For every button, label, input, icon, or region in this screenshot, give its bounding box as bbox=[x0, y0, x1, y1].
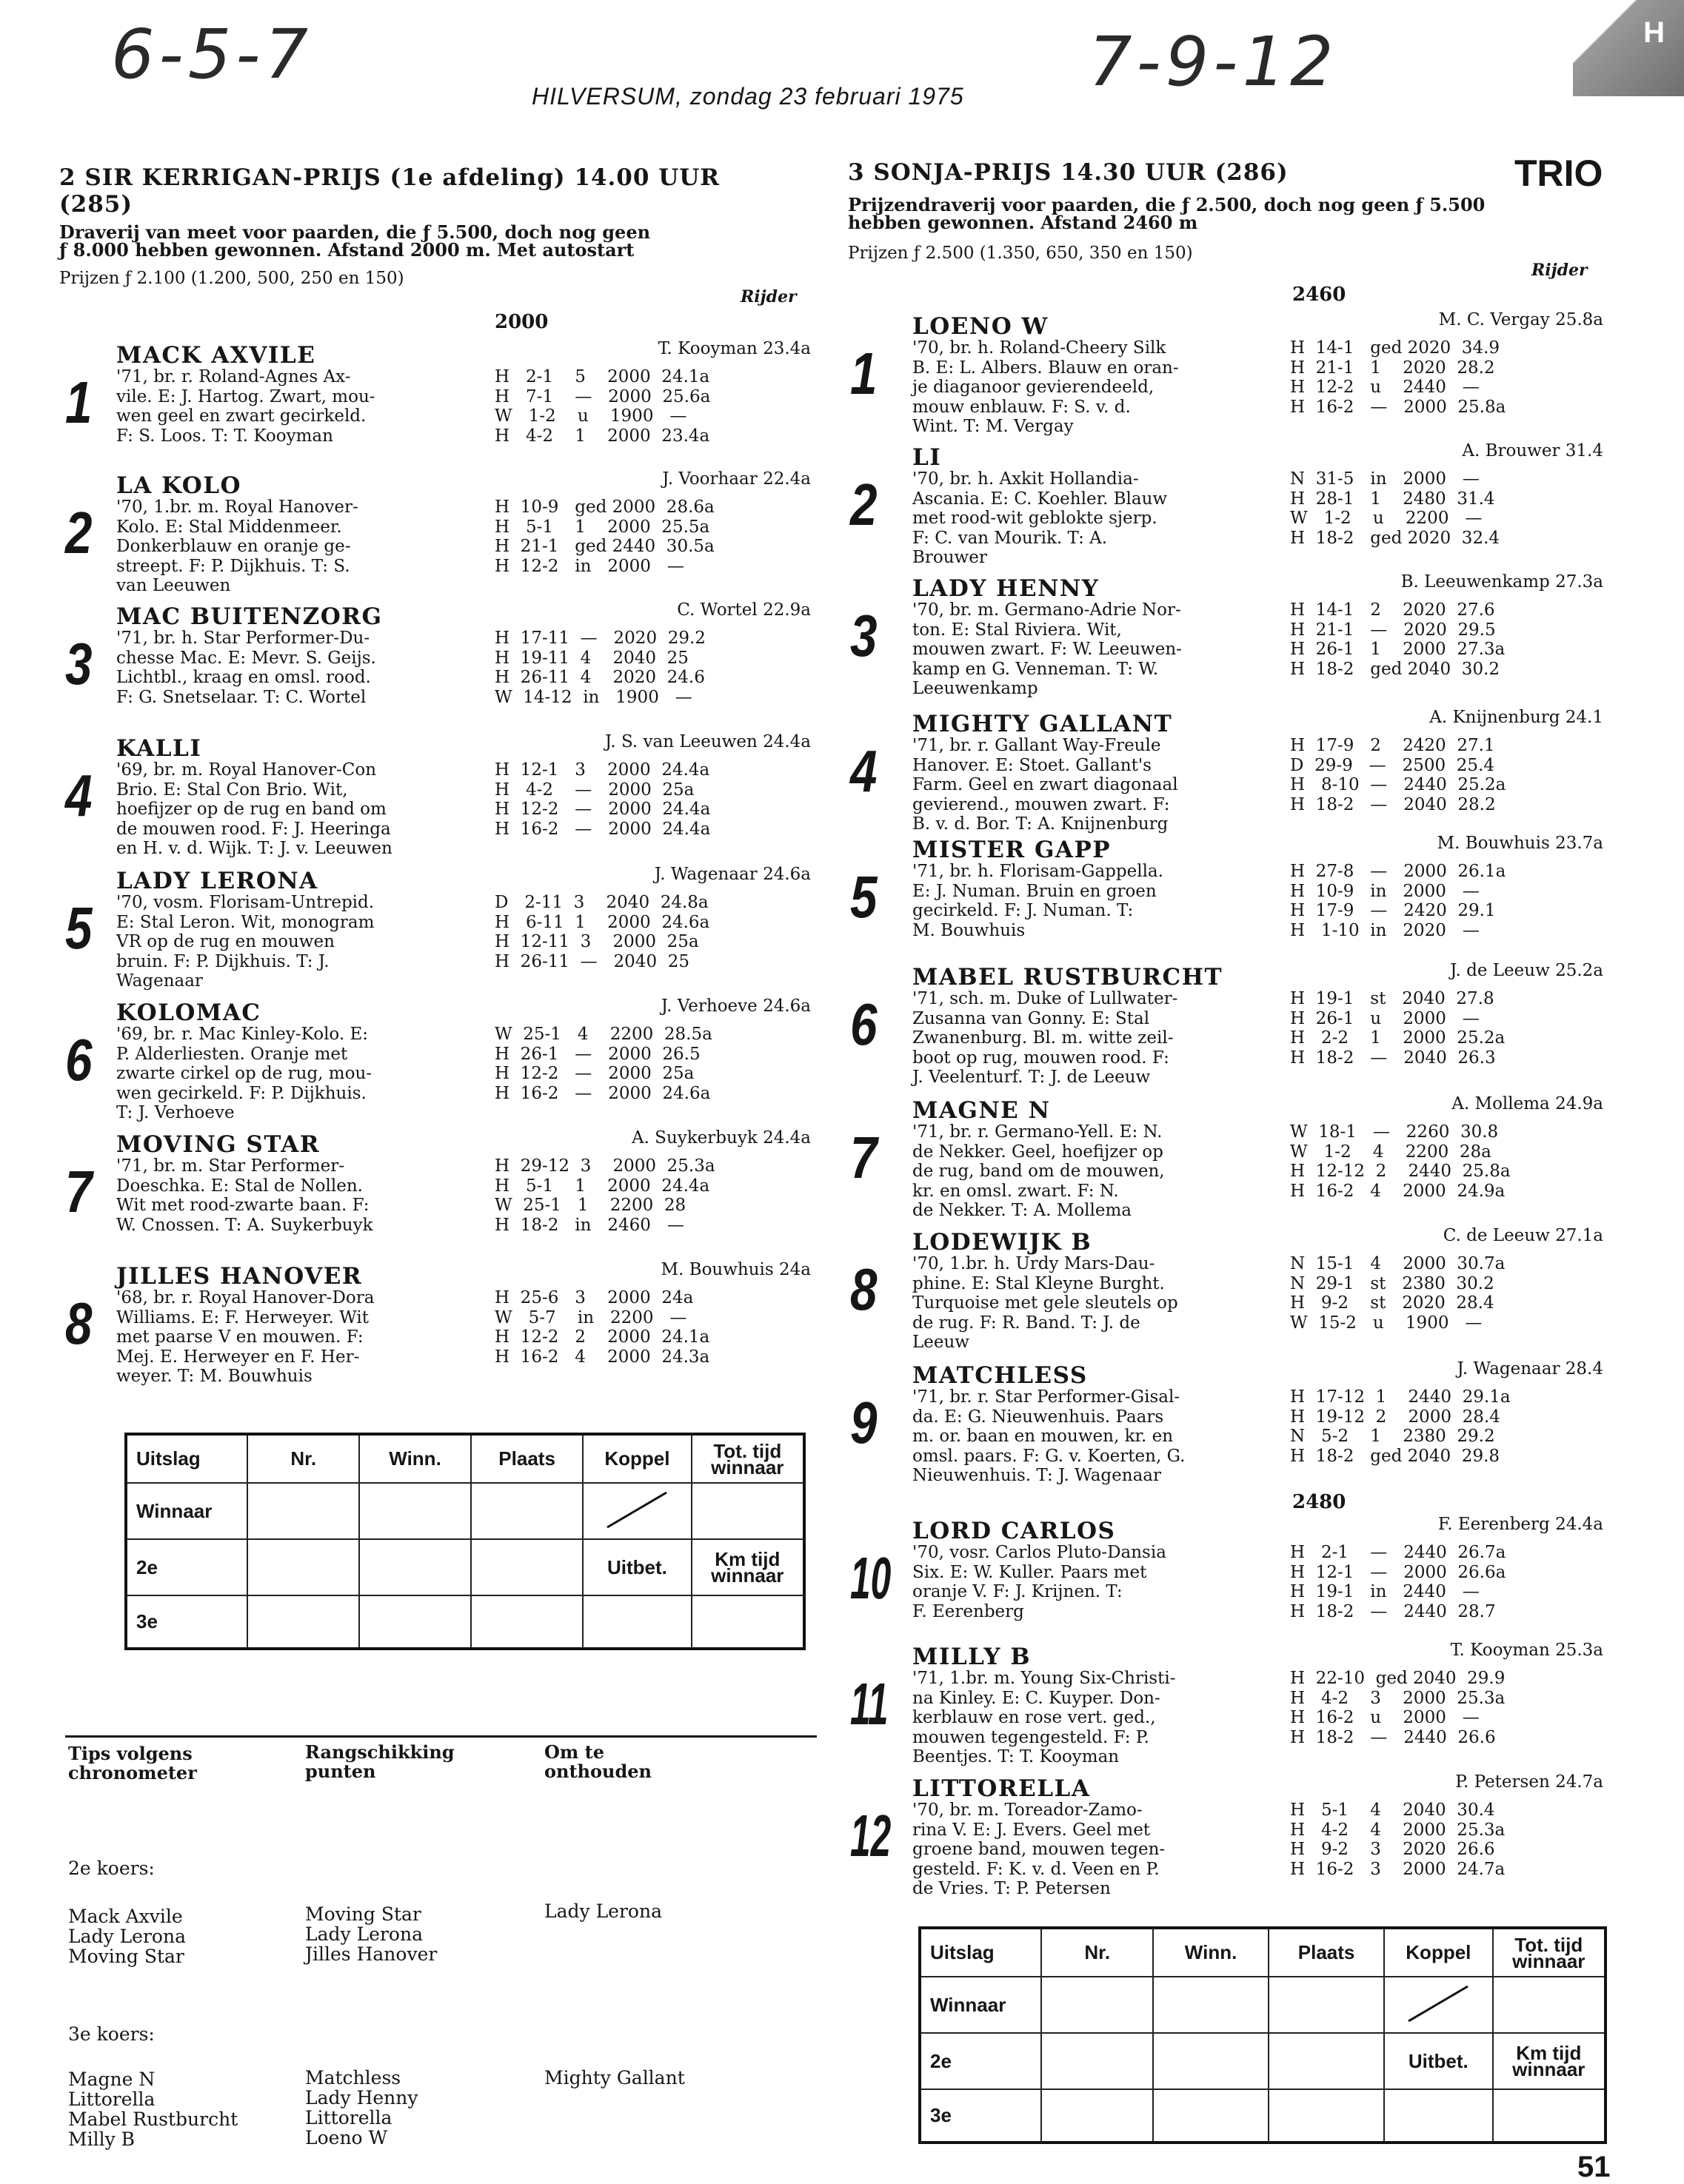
horse-rider: A. Knijnenburg 24.1 bbox=[1429, 708, 1603, 727]
horse-number: 8 bbox=[850, 1256, 878, 1322]
horse-recent-runs: D 2-11 3 2040 24.8a H 6-11 1 2000 24.6a H 12-11 3 2000 25a H 26-11 — 2040 25 bbox=[495, 893, 710, 971]
horse-number: 6 bbox=[850, 991, 878, 1057]
horse-name: LADY LERONA bbox=[116, 868, 318, 894]
horse-name: LADY HENNY bbox=[912, 575, 1100, 602]
col-winn: Winn. bbox=[1153, 1928, 1269, 1977]
corner-letter: H bbox=[1643, 16, 1665, 49]
cell[interactable] bbox=[1493, 2089, 1606, 2143]
horse-recent-runs: H 2-1 — 2440 26.7a H 12-1 — 2000 26.6a H 19-1 in 2440 — H 18-2 — 2440 28.7 bbox=[1290, 1543, 1506, 1621]
koers2-col2: Moving Star Lady Lerona Jilles Hanover bbox=[305, 1903, 438, 1965]
dateline: HILVERSUM, zondag 23 februari 1975 bbox=[532, 83, 964, 110]
horse-name: MOVING STAR bbox=[116, 1131, 321, 1158]
horse-description: '71, 1.br. m. Young Six-Christi- na Kinley. E: C. Kuyper. Don- kerblauw en rose vert. ged., mouwen tegengesteld. F: P. Beentjes. T: T. Kooyman bbox=[912, 1669, 1176, 1766]
horse-recent-runs: H 5-1 4 2040 30.4 H 4-2 4 2000 25.3a H 9-2 3 2020 26.6 H 16-2 3 2000 24.7a bbox=[1290, 1801, 1506, 1879]
cell[interactable] bbox=[471, 1483, 583, 1539]
uitbet-label: Uitbet. bbox=[1384, 2033, 1492, 2089]
km-tijd-label: Km tijd winnaar bbox=[692, 1539, 804, 1595]
cell[interactable] bbox=[1041, 2089, 1153, 2143]
koers3-col3: Mighty Gallant bbox=[544, 2067, 685, 2088]
horse-recent-runs: H 10-9 ged 2000 28.6a H 5-1 1 2000 25.5a H 21-1 ged 2440 30.5a H 12-2 in 2000 — bbox=[495, 498, 715, 576]
row-winnaar: Winnaar bbox=[126, 1483, 247, 1539]
slash-icon bbox=[1401, 1980, 1475, 2025]
horse-rider: B. Leeuwenkamp 27.3a bbox=[1400, 572, 1603, 592]
horse-description: '70, br. m. Toreador-Zamo- rina V. E: J. Evers. Geel met groene band, mouwen tegen- gesteld. F: K. v. d. Veen en P. de Vries. T: P. Petersen bbox=[912, 1801, 1166, 1898]
horse-recent-runs: H 19-1 st 2040 27.8 H 26-1 u 2000 — H 2-2 1 2000 25.2a H 18-2 — 2040 26.3 bbox=[1290, 989, 1506, 1068]
horse-rider: J. Wagenaar 28.4 bbox=[1457, 1359, 1603, 1379]
cell[interactable] bbox=[1269, 1977, 1384, 2033]
col-nr: Nr. bbox=[247, 1434, 359, 1483]
col-tot-tijd: Tot. tijd winnaar bbox=[692, 1434, 804, 1483]
horse-number: 5 bbox=[850, 864, 878, 930]
horse-number: 8 bbox=[65, 1290, 93, 1356]
horse-number: 6 bbox=[65, 1027, 93, 1093]
horse-rider: T. Kooyman 25.3a bbox=[1450, 1641, 1603, 1660]
col-plaats: Plaats bbox=[471, 1434, 583, 1483]
tips-col1-head: Tips volgens chronometer bbox=[68, 1743, 197, 1783]
race2-result-table bbox=[124, 1433, 806, 1650]
horse-rider: C. Wortel 22.9a bbox=[677, 600, 811, 620]
race2-desc-line2: ƒ 8.000 hebben gewonnen. Afstand 2000 m. Met autostart bbox=[59, 239, 635, 261]
koppel-slash bbox=[1384, 1977, 1492, 2033]
horse-recent-runs: H 25-6 3 2000 24a W 5-7 in 2200 — H 12-2 2 2000 24.1a H 16-2 4 2000 24.3a bbox=[495, 1288, 710, 1367]
cell[interactable] bbox=[1041, 2033, 1153, 2089]
horse-recent-runs: W 25-1 4 2200 28.5a H 26-1 — 2000 26.5 H 12-2 — 2000 25a H 16-2 — 2000 24.6a bbox=[495, 1025, 712, 1103]
col-uitslag: Uitslag bbox=[126, 1434, 247, 1483]
horse-name: MIGHTY GALLANT bbox=[912, 711, 1173, 737]
horse-rider: A. Brouwer 31.4 bbox=[1462, 441, 1603, 460]
koers3-col2: Matchless Lady Henny Littorella Loeno W bbox=[305, 2067, 418, 2148]
horse-name: LOENO W bbox=[912, 313, 1049, 340]
race2-title: 2 SIR KERRIGAN-PRIJS (1e afdeling) 14.00 UUR bbox=[59, 164, 721, 191]
page-number: 51 bbox=[1577, 2151, 1611, 2183]
horse-name: KOLOMAC bbox=[116, 999, 261, 1026]
horse-name: MILLY B bbox=[912, 1644, 1032, 1670]
horse-number: 1 bbox=[850, 341, 878, 406]
horse-description: '68, br. r. Royal Hanover-Dora Williams. E: F. Herweyer. Wit met paarse V en mouwen. F: Mej. E. Herweyer en F. Her- weyer. T: M. Bouwhuis bbox=[116, 1288, 375, 1386]
col-plaats: Plaats bbox=[1269, 1928, 1384, 1977]
koers3-col1: Magne N Littorella Mabel Rustburcht Milly B bbox=[68, 2069, 238, 2150]
horse-description: '69, br. r. Mac Kinley-Kolo. E: P. Alderliesten. Oranje met zwarte cirkel op de rug, mou- wen gecirkeld. F: P. Dijkhuis. T: J. Verhoeve bbox=[116, 1025, 372, 1122]
horse-name: MAGNE N bbox=[912, 1097, 1051, 1124]
koers3-label: 3e koers: bbox=[68, 2023, 155, 2045]
race2-rijder-label: Rijder bbox=[741, 287, 797, 307]
cell[interactable] bbox=[1384, 2089, 1492, 2143]
horse-number: 2 bbox=[850, 472, 878, 537]
horse-name: MISTER GAPP bbox=[912, 837, 1112, 863]
horse-number: 1 bbox=[65, 369, 93, 435]
cell[interactable] bbox=[471, 1595, 583, 1649]
row-3e: 3e bbox=[126, 1595, 247, 1649]
horse-name: LORD CARLOS bbox=[912, 1518, 1116, 1544]
koppel-slash bbox=[583, 1483, 691, 1539]
horse-rider: J. Voorhaar 22.4a bbox=[662, 469, 811, 489]
race3-desc-line2: hebben gewonnen. Afstand 2460 m bbox=[848, 212, 1198, 233]
horse-recent-runs: H 29-12 3 2000 25.3a H 5-1 1 2000 24.4a W 25-1 1 2200 28 H 18-2 in 2460 — bbox=[495, 1156, 715, 1235]
cell[interactable] bbox=[359, 1595, 471, 1649]
horse-description: '71, br. h. Florisam-Gappella. E: J. Numan. Bruin en groen gecirkeld. F: J. Numan. T: M. Bouwhuis bbox=[912, 862, 1163, 940]
horse-number: 4 bbox=[850, 738, 878, 804]
horse-number: 10 bbox=[850, 1545, 892, 1611]
horse-recent-runs: H 17-11 — 2020 29.2 H 19-11 4 2040 25 H 26-11 4 2020 24.6 W 14-12 in 1900 — bbox=[495, 629, 706, 707]
row-winnaar: Winnaar bbox=[920, 1977, 1041, 2033]
horse-rider: T. Kooyman 23.4a bbox=[658, 339, 811, 358]
row-2e: 2e bbox=[920, 2033, 1041, 2089]
tips-divider bbox=[65, 1735, 817, 1738]
horse-name: LODEWIJK B bbox=[912, 1229, 1092, 1256]
handwritten-note-left: 6-5-7 bbox=[111, 15, 313, 94]
cell[interactable] bbox=[359, 1539, 471, 1595]
race3-prizes: Prijzen ƒ 2.500 (1.350, 650, 350 en 150) bbox=[848, 244, 1193, 263]
cell[interactable] bbox=[692, 1483, 804, 1539]
horse-description: '71, br. r. Star Performer-Gisal- da. E: G. Nieuwenhuis. Paars m. or. baan en mouwen, kr. en omsl. paars. F: G. v. Koerten, G. Nieuwenhuis. T: J. Wagenaar bbox=[912, 1387, 1186, 1485]
slash-icon bbox=[600, 1487, 674, 1531]
race3-desc-line1: Prijzendraverij voor paarden, die ƒ 2.500, doch nog geen ƒ 5.500 bbox=[848, 194, 1486, 215]
horse-number: 3 bbox=[65, 631, 93, 697]
row-3e: 3e bbox=[920, 2089, 1041, 2143]
horse-rider: A. Mollema 24.9a bbox=[1451, 1094, 1603, 1113]
horse-description: '70, br. m. Germano-Adrie Nor- ton. E: Stal Riviera. Wit, mouwen zwart. F: W. Leeuwen- kamp en G. Venneman. T: W. Leeuwenkamp bbox=[912, 600, 1182, 698]
horse-number: 4 bbox=[65, 763, 93, 828]
horse-recent-runs: H 22-10 ged 2040 29.9 H 4-2 3 2000 25.3a H 16-2 u 2000 — H 18-2 — 2440 26.6 bbox=[1290, 1669, 1506, 1747]
horse-recent-runs: H 12-1 3 2000 24.4a H 4-2 — 2000 25a H 12-2 — 2000 24.4a H 16-2 — 2000 24.4a bbox=[495, 760, 711, 839]
cell[interactable] bbox=[1269, 2033, 1384, 2089]
cell[interactable] bbox=[1493, 1977, 1606, 2033]
horse-rider: J. Verhoeve 24.6a bbox=[661, 996, 811, 1016]
horse-rider: A. Suykerbuyk 24.4a bbox=[631, 1128, 811, 1148]
horse-name: JILLES HANOVER bbox=[116, 1263, 363, 1290]
race2-title-code: (285) bbox=[59, 191, 133, 218]
horse-name: LITTORELLA bbox=[912, 1775, 1091, 1802]
horse-name: KALLI bbox=[116, 735, 202, 762]
horse-recent-runs: H 27-8 — 2000 26.1a H 10-9 in 2000 — H 17-9 — 2420 29.1 H 1-10 in 2020 — bbox=[1290, 862, 1506, 940]
col-koppel: Koppel bbox=[1384, 1928, 1492, 1977]
horse-name: LI bbox=[912, 444, 942, 471]
horse-description: '70, vosm. Florisam-Untrepid. E: Stal Leron. Wit, monogram VR op de rug en mouwen bruin. F: P. Dijkhuis. T: J. Wagenaar bbox=[116, 893, 375, 991]
horse-recent-runs: N 15-1 4 2000 30.7a N 29-1 st 2380 30.2 H 9-2 st 2020 28.4 W 15-2 u 1900 — bbox=[1290, 1254, 1506, 1333]
race3-title: 3 SONJA-PRIJS 14.30 UUR (286) bbox=[848, 159, 1289, 186]
horse-rider: J. Wagenaar 24.6a bbox=[654, 865, 811, 884]
horse-description: '69, br. m. Royal Hanover-Con Brio. E: Stal Con Brio. Wit, hoefijzer op de rug en band om de mouwen rood. F: J. Heeringa en H. v. d. Wijk. T: J. v. Leeuwen bbox=[116, 760, 392, 858]
col-tot-tijd: Tot. tijd winnaar bbox=[1493, 1928, 1606, 1977]
horse-recent-runs: H 17-9 2 2420 27.1 D 29-9 — 2500 25.4 H 8-10 — 2440 25.2a H 18-2 — 2040 28.2 bbox=[1290, 736, 1506, 814]
koers2-label: 2e koers: bbox=[68, 1858, 155, 1879]
horse-rider: F. Eerenberg 24.4a bbox=[1437, 1515, 1603, 1534]
horse-description: '71, br. r. Germano-Yell. E: N. de Nekker. Geel, hoefijzer op de rug, band om de mouwen, kr. en omsl. zwart. F: N. de Nekker. T: A. Mollema bbox=[912, 1122, 1165, 1220]
cell[interactable] bbox=[692, 1595, 804, 1649]
corner-tab bbox=[1573, 0, 1684, 96]
horse-recent-runs: H 17-12 1 2440 29.1a H 19-12 2 2000 28.4 N 5-2 1 2380 29.2 H 18-2 ged 2040 29.8 bbox=[1290, 1387, 1511, 1466]
cell[interactable] bbox=[1153, 1977, 1269, 2033]
horse-rider: P. Petersen 24.7a bbox=[1455, 1772, 1603, 1792]
horse-rider: J. S. van Leeuwen 24.4a bbox=[604, 732, 811, 751]
cell[interactable] bbox=[247, 1483, 359, 1539]
cell[interactable] bbox=[1041, 1977, 1153, 2033]
horse-description: '71, br. h. Star Performer-Du- chesse Mac. E: Mevr. S. Geijs. Lichtbl., kraag en omsl. rood. F: G. Snetselaar. T: C. Wortel bbox=[116, 629, 376, 707]
race2-distance: 2000 bbox=[495, 311, 549, 333]
horse-name: MATCHLESS bbox=[912, 1362, 1088, 1389]
horse-number: 9 bbox=[850, 1390, 878, 1456]
koers2-col3: Lady Lerona bbox=[544, 1900, 662, 1922]
cell[interactable] bbox=[583, 1595, 691, 1649]
horse-name: LA KOLO bbox=[116, 472, 242, 499]
horse-description: '70, 1.br. m. Royal Hanover- Kolo. E: Stal Middenmeer. Donkerblauw en oranje ge- streept. F: P. Dijkhuis. T: S. van Leeuwen bbox=[116, 498, 358, 595]
cell[interactable] bbox=[359, 1483, 471, 1539]
horse-name: MACK AXVILE bbox=[116, 342, 316, 369]
horse-recent-runs: H 14-1 ged 2020 34.9 H 21-1 1 2020 28.2 H 12-2 u 2440 — H 16-2 — 2000 25.8a bbox=[1290, 338, 1506, 417]
horse-rider: M. Bouwhuis 24a bbox=[661, 1260, 811, 1279]
race2-description bbox=[59, 221, 815, 261]
horse-number: 3 bbox=[850, 603, 878, 669]
race3-trio: TRIO bbox=[1514, 153, 1603, 194]
col-nr: Nr. bbox=[1041, 1928, 1153, 1977]
horse-description: '70, 1.br. h. Urdy Mars-Dau- phine. E: Stal Kleyne Burght. Turquoise met gele sleutels op de rug. F: R. Band. T: J. de Leeuw bbox=[912, 1254, 1178, 1352]
horse-description: '71, sch. m. Duke of Lullwater- Zusanna van Gonny. E: Stal Zwanenburg. Bl. m. witte zeil- boot op rug, mouwen rood. F: J. Veelenturf. T: J. de Leeuw bbox=[912, 989, 1178, 1087]
col-winn: Winn. bbox=[359, 1434, 471, 1483]
cell[interactable] bbox=[1153, 2089, 1269, 2143]
horse-recent-runs: H 2-1 5 2000 24.1a H 7-1 — 2000 25.6a W 1-2 u 1900 — H 4-2 1 2000 23.4a bbox=[495, 367, 711, 446]
km-tijd-label: Km tijd winnaar bbox=[1493, 2033, 1606, 2089]
cell[interactable] bbox=[247, 1595, 359, 1649]
horse-name: MAC BUITENZORG bbox=[116, 603, 383, 630]
horse-number: 7 bbox=[850, 1125, 878, 1190]
horse-number: 5 bbox=[65, 895, 93, 961]
horse-rider: M. C. Vergay 25.8a bbox=[1438, 310, 1603, 329]
horse-description: '71, br. r. Roland-Agnes Ax- vile. E: J. Hartog. Zwart, mou- wen geel en zwart gecirkeld. F: S. Loos. T: T. Kooyman bbox=[116, 367, 375, 446]
handwritten-note-right: 7-9-12 bbox=[1089, 22, 1338, 101]
horse-recent-runs: H 14-1 2 2020 27.6 H 21-1 — 2020 29.5 H 26-1 1 2000 27.3a H 18-2 ged 2040 30.2 bbox=[1290, 600, 1506, 679]
race3-rijder-label: Rijder bbox=[1531, 261, 1588, 280]
col-koppel: Koppel bbox=[583, 1434, 691, 1483]
horse-number: 2 bbox=[65, 500, 93, 566]
horse-number: 7 bbox=[65, 1159, 93, 1225]
horse-recent-runs: W 18-1 — 2260 30.8 W 1-2 4 2200 28a H 12-12 2 2440 25.8a H 16-2 4 2000 24.9a bbox=[1290, 1122, 1511, 1201]
horse-name: MABEL RUSTBURCHT bbox=[912, 964, 1223, 991]
col-uitslag: Uitslag bbox=[920, 1928, 1041, 1977]
race3-distance: 2460 bbox=[1292, 284, 1346, 306]
horse-number: 12 bbox=[850, 1803, 892, 1869]
koers2-col1: Mack Axvile Lady Lerona Moving Star bbox=[68, 1906, 186, 1967]
race3-distance-2480: 2480 bbox=[1292, 1491, 1346, 1513]
tips-col2-head: Rangschikking punten bbox=[305, 1741, 455, 1782]
horse-rider: M. Bouwhuis 23.7a bbox=[1437, 834, 1603, 853]
race3-description bbox=[848, 196, 1611, 232]
row-2e: 2e bbox=[126, 1539, 247, 1595]
cell[interactable] bbox=[1153, 2033, 1269, 2089]
horse-description: '71, br. m. Star Performer- Doeschka. E: Stal de Nollen. Wit met rood-zwarte baan. F: W. Cnossen. T: A. Suykerbuyk bbox=[116, 1156, 373, 1235]
horse-recent-runs: N 31-5 in 2000 — H 28-1 1 2480 31.4 W 1-2 u 2200 — H 18-2 ged 2020 32.4 bbox=[1290, 469, 1500, 548]
cell[interactable] bbox=[471, 1539, 583, 1595]
cell[interactable] bbox=[247, 1539, 359, 1595]
horse-number: 11 bbox=[850, 1671, 889, 1737]
cell[interactable] bbox=[1269, 2089, 1384, 2143]
uitbet-label: Uitbet. bbox=[583, 1539, 691, 1595]
race2-desc-line1: Draverij van meet voor paarden, die ƒ 5.500, doch nog geen bbox=[59, 221, 651, 243]
horse-rider: J. de Leeuw 25.2a bbox=[1450, 961, 1603, 980]
horse-description: '71, br. r. Gallant Way-Freule Hanover. E: Stoet. Gallant's Farm. Geel en zwart diagonaal gevierend., mouwen zwart. F: B. v. d. Bor. T: A. Knijnenburg bbox=[912, 736, 1178, 834]
horse-description: '70, br. h. Roland-Cheery Silk B. E: L. Albers. Blauw en oran- je diaganoor gevierendeeld, mouw enblauw. F: S. v. d. Wint. T: M. Vergay bbox=[912, 338, 1179, 436]
tips-col3-head: Om te onthouden bbox=[544, 1741, 652, 1782]
horse-rider: C. de Leeuw 27.1a bbox=[1443, 1226, 1603, 1245]
race3-result-table bbox=[918, 1926, 1607, 2144]
race2-prizes: Prijzen ƒ 2.100 (1.200, 500, 250 en 150) bbox=[59, 269, 404, 288]
horse-description: '70, vosr. Carlos Pluto-Dansia Six. E: W. Kuller. Paars met oranje V. F: J. Krijnen. T: F. Eerenberg bbox=[912, 1543, 1166, 1621]
horse-description: '70, br. h. Axkit Hollandia- Ascania. E: C. Koehler. Blauw met rood-wit geblokte sjerp. F: C. van Mourik. T: A. Brouwer bbox=[912, 469, 1168, 567]
